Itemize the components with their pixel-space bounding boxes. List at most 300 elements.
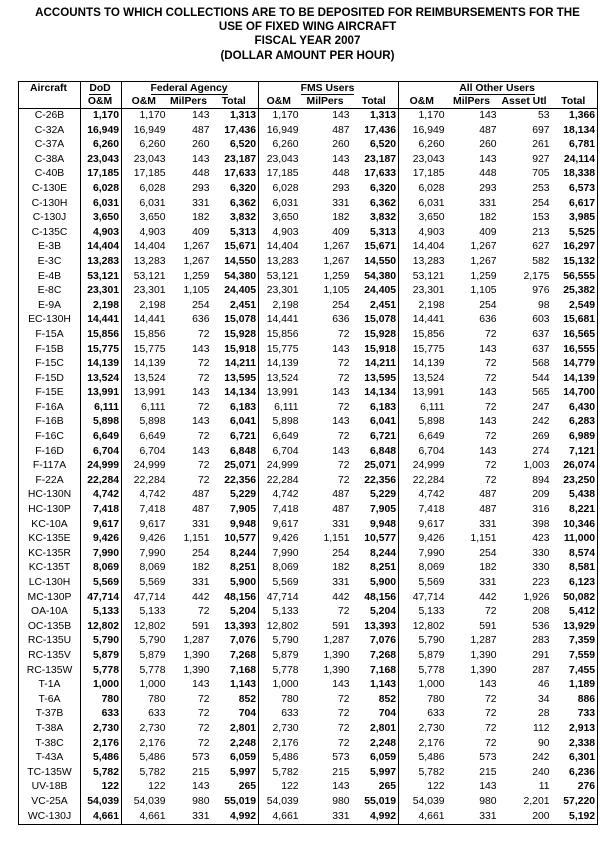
cell-fms-milpers: 72 — [337, 431, 350, 443]
cell-other-asset: 536 — [532, 620, 550, 632]
cell-other-total: 5,192 — [552, 810, 598, 825]
cell-aircraft: KC-135E — [19, 532, 81, 547]
cell-fms-total: 14,550 — [352, 255, 399, 270]
cell-fms-om: 54,039 — [266, 795, 299, 807]
cell-fed-total: 2,801 — [212, 722, 259, 737]
cell-other-om: 9,617 — [418, 518, 445, 530]
table-row — [19, 270, 598, 285]
cell-other-om: 14,441 — [412, 314, 445, 326]
cell-fed-milpers: 331 — [192, 577, 210, 588]
cell-fed-total: 6,848 — [212, 445, 259, 460]
cell-other-total: 3,985 — [552, 211, 598, 226]
cell-aircraft: RC-135W — [19, 664, 81, 679]
cell-aircraft: T-6A — [19, 693, 81, 708]
cell-aircraft: T-37B — [19, 707, 81, 722]
cell-other-om: 2,730 — [418, 722, 445, 734]
cell-other-milpers: 182 — [479, 212, 497, 224]
cell-other-total: 886 — [552, 693, 598, 708]
cell-dod-om: 14,441 — [81, 313, 122, 328]
cell-other-asset: 423 — [532, 533, 550, 545]
header-fed-om: O&M — [122, 95, 168, 109]
cell-fms-milpers: 72 — [337, 722, 350, 734]
table-row — [19, 620, 598, 635]
header-blank — [19, 95, 81, 109]
header-fed-milpers: MilPers — [168, 95, 212, 109]
cell-fms-om: 633 — [281, 708, 299, 720]
table-row — [19, 255, 598, 270]
cell-fed-om: 24,999 — [133, 460, 166, 472]
cell-fms-milpers: 72 — [337, 693, 350, 705]
cell-fed-milpers: 331 — [168, 810, 212, 825]
cell-other-milpers: 1,287 — [470, 635, 497, 647]
cell-fms-milpers: 448 — [332, 168, 350, 180]
cell-other-milpers: 143 — [479, 387, 497, 399]
cell-dod-om: 5,898 — [81, 415, 122, 430]
cell-fms-milpers: 72 — [337, 460, 350, 472]
cell-fed-total: 5,313 — [212, 226, 259, 241]
cell-aircraft: KC-135R — [19, 547, 81, 562]
cell-other-asset: 90 — [537, 737, 550, 749]
cell-other-total: 5,412 — [552, 605, 598, 620]
cell-fed-om: 6,031 — [139, 197, 166, 209]
cell-other-total: 18,134 — [552, 124, 598, 139]
cell-other-milpers: 1,259 — [470, 270, 497, 282]
cell-fms-om: 2,176 — [272, 737, 299, 749]
cell-fms-om: 1,170 — [272, 110, 299, 121]
cell-dod-om: 13,991 — [81, 386, 122, 401]
cell-fms-om: 23,043 — [266, 153, 299, 165]
cell-other-total: 25,382 — [552, 284, 598, 299]
cell-fed-om: 13,991 — [133, 387, 166, 399]
cell-fms-total: 1,143 — [352, 678, 399, 693]
cell-other-milpers: 143 — [479, 110, 497, 121]
cell-other-asset: 627 — [532, 241, 550, 253]
cell-other-total: 733 — [552, 707, 598, 722]
table-row — [19, 707, 598, 722]
cell-other-asset: 98 — [537, 299, 550, 311]
cell-fms-total: 7,905 — [352, 503, 399, 518]
cell-fms-milpers: 215 — [332, 766, 350, 778]
cell-fms-total: 7,268 — [352, 649, 399, 664]
table-row — [19, 532, 598, 547]
cell-fms-milpers: 1,259 — [323, 270, 350, 282]
cell-other-milpers: 448 — [479, 168, 497, 180]
cell-fed-milpers: 182 — [192, 212, 210, 224]
table-row — [19, 576, 598, 591]
cell-aircraft: F-16C — [19, 430, 81, 445]
cell-other-milpers: 1,390 — [470, 649, 497, 661]
cell-aircraft: C-38A — [19, 153, 81, 168]
table-row — [19, 415, 598, 430]
cell-other-asset: 976 — [532, 285, 550, 297]
cell-fms-milpers: 1,267 — [323, 241, 350, 253]
cell-fed-milpers: 1,259 — [183, 270, 210, 282]
cell-other-asset: 1,926 — [523, 591, 550, 603]
header-fms-om: O&M — [259, 95, 301, 109]
cell-fed-om: 1,000 — [139, 679, 166, 691]
cell-fms-milpers: 260 — [332, 139, 350, 151]
cell-fms-total: 23,187 — [352, 153, 399, 168]
cell-fed-milpers: 143 — [192, 679, 210, 691]
cell-fed-total: 9,948 — [212, 518, 259, 533]
cell-fed-total: 54,380 — [212, 270, 259, 285]
cell-fms-om: 5,879 — [272, 649, 299, 661]
cell-fed-om: 17,185 — [133, 168, 166, 180]
cell-fms-milpers: 72 — [337, 708, 350, 720]
cell-dod-om: 5,790 — [81, 634, 122, 649]
cell-other-om: 13,991 — [412, 387, 445, 399]
cell-fed-om: 1,170 — [139, 110, 166, 121]
cell-fed-total: 4,992 — [212, 810, 259, 825]
cell-other-total: 276 — [552, 780, 598, 795]
cell-aircraft: F-15C — [19, 357, 81, 372]
header-fms-milpers: MilPers — [301, 95, 352, 109]
cell-fed-total: 14,134 — [212, 386, 259, 401]
cell-fed-total: 15,928 — [212, 328, 259, 343]
cell-fed-om: 4,742 — [139, 489, 166, 501]
cell-other-asset: 28 — [537, 708, 550, 720]
cell-fms-milpers: 331 — [332, 197, 350, 209]
cell-other-total: 23,250 — [552, 474, 598, 489]
table-row — [19, 124, 598, 139]
cell-fed-om: 5,778 — [139, 664, 166, 676]
cell-other-total: 2,549 — [552, 299, 598, 314]
cell-fed-om: 6,649 — [139, 431, 166, 443]
cell-other-milpers: 143 — [479, 343, 497, 355]
cell-other-total: 5,525 — [552, 226, 598, 241]
cell-other-total: 7,359 — [552, 634, 598, 649]
cell-fed-milpers: 331 — [192, 518, 210, 530]
cell-other-total: 6,989 — [552, 430, 598, 445]
table-row — [19, 167, 598, 182]
cell-fms-total: 14,211 — [352, 357, 399, 372]
cell-other-asset: 153 — [532, 212, 550, 224]
cell-dod-om: 9,617 — [81, 518, 122, 533]
title-line-1: ACCOUNTS TO WHICH COLLECTIONS ARE TO BE DEPOSITED FOR REIMBURSEMENTS FOR THE — [35, 6, 580, 19]
cell-fms-total: 17,633 — [352, 167, 399, 182]
cell-other-total: 6,781 — [552, 138, 598, 153]
cell-other-total: 6,123 — [552, 576, 598, 591]
cell-other-om: 4,661 — [399, 810, 447, 825]
cell-other-total: 50,082 — [552, 591, 598, 606]
cell-fed-om: 16,949 — [133, 124, 166, 136]
cell-fed-om: 23,301 — [133, 285, 166, 297]
table-row — [19, 226, 598, 241]
cell-aircraft: T-43A — [19, 751, 81, 766]
cell-dod-om: 2,730 — [81, 722, 122, 737]
header-federal-agency: Federal Agency — [122, 82, 259, 96]
cell-other-om: 47,714 — [412, 591, 445, 603]
cell-fms-milpers: 72 — [337, 737, 350, 749]
cell-fms-total: 48,156 — [352, 591, 399, 606]
cell-fms-milpers: 254 — [332, 547, 350, 559]
cell-fed-milpers: 980 — [192, 795, 210, 807]
cell-other-asset: 274 — [532, 445, 550, 457]
cell-fms-om: 5,782 — [272, 766, 299, 778]
cell-other-asset: 254 — [532, 197, 550, 209]
cell-dod-om: 7,990 — [81, 547, 122, 562]
cell-fed-milpers: 143 — [192, 387, 210, 399]
cell-fms-total: 15,918 — [352, 343, 399, 358]
cell-fed-milpers: 72 — [197, 693, 210, 705]
cell-other-milpers: 331 — [479, 518, 497, 530]
cell-fms-om: 6,260 — [272, 139, 299, 151]
cell-dod-om: 2,176 — [81, 737, 122, 752]
cell-fms-milpers: 409 — [332, 226, 350, 238]
cell-fed-milpers: 1,390 — [183, 649, 210, 661]
cell-other-total: 13,929 — [552, 620, 598, 635]
cell-fed-om: 5,133 — [139, 606, 166, 618]
cell-dod-om: 16,949 — [81, 124, 122, 139]
cell-fed-total: 17,633 — [212, 167, 259, 182]
cell-fed-milpers: 143 — [192, 343, 210, 355]
cell-fms-milpers: 591 — [332, 620, 350, 632]
cell-fed-milpers: 636 — [192, 314, 210, 326]
header-all-other-users: All Other Users — [399, 82, 598, 96]
cell-aircraft: C-130E — [19, 182, 81, 197]
cell-other-total: 5,438 — [552, 488, 598, 503]
cell-other-asset: 582 — [532, 255, 550, 267]
cell-fms-total: 55,019 — [352, 795, 399, 810]
cell-aircraft: E-3C — [19, 255, 81, 270]
table-row — [19, 605, 598, 620]
cell-other-om: 5,133 — [418, 606, 445, 618]
cell-fms-milpers: 143 — [332, 110, 350, 121]
cell-other-milpers: 254 — [479, 547, 497, 559]
cell-aircraft: T-38C — [19, 737, 81, 752]
cell-other-total: 8,221 — [552, 503, 598, 518]
cell-other-asset: 603 — [532, 314, 550, 326]
table-row — [19, 445, 598, 460]
cell-dod-om: 15,775 — [81, 343, 122, 358]
cell-fed-om: 6,704 — [139, 445, 166, 457]
cell-other-asset: 11 — [538, 781, 550, 793]
cell-other-milpers: 980 — [479, 795, 497, 807]
cell-fed-om: 5,790 — [139, 635, 166, 647]
cell-other-om: 54,039 — [412, 795, 445, 807]
cell-fms-om: 4,903 — [272, 226, 299, 238]
cell-fed-om: 6,260 — [139, 139, 166, 151]
cell-fed-milpers: 72 — [197, 401, 210, 413]
cell-other-total: 14,779 — [552, 357, 598, 372]
cell-fms-total: 6,041 — [352, 415, 399, 430]
cell-other-total: 57,220 — [552, 795, 598, 810]
cell-other-asset: 34 — [537, 693, 550, 705]
cell-aircraft: MC-130P — [19, 591, 81, 606]
cell-fed-total: 6,183 — [212, 401, 259, 416]
cell-fms-milpers: 182 — [332, 212, 350, 224]
cell-other-asset: 287 — [532, 664, 550, 676]
cell-other-milpers: 72 — [484, 401, 497, 413]
cell-other-milpers: 442 — [479, 591, 497, 603]
cell-fms-total: 5,900 — [352, 576, 399, 591]
cell-fed-milpers: 182 — [192, 562, 210, 574]
cell-other-om: 12,802 — [412, 620, 445, 632]
cell-fed-milpers: 72 — [197, 474, 210, 486]
cell-other-om: 780 — [427, 693, 445, 705]
cell-other-asset: 53 — [537, 110, 550, 121]
table-row — [19, 649, 598, 664]
table-row — [19, 503, 598, 518]
cell-other-asset: 208 — [532, 606, 550, 618]
cell-other-milpers: 591 — [479, 620, 497, 632]
cell-other-om: 5,898 — [418, 416, 445, 428]
table-row — [19, 561, 598, 576]
cell-dod-om: 6,260 — [81, 138, 122, 153]
table-row — [19, 240, 598, 255]
cell-fms-milpers: 1,390 — [323, 649, 350, 661]
cell-fms-om: 5,790 — [272, 635, 299, 647]
cell-other-milpers: 260 — [479, 139, 497, 151]
cell-dod-om: 122 — [81, 780, 122, 795]
cell-other-milpers: 1,267 — [470, 255, 497, 267]
table-row — [19, 386, 598, 401]
cell-fms-total: 22,356 — [352, 474, 399, 489]
cell-fms-total: 10,577 — [352, 532, 399, 547]
cell-fms-om: 13,524 — [266, 372, 299, 384]
cell-fed-total: 14,550 — [212, 255, 259, 270]
cell-other-milpers: 72 — [484, 460, 497, 472]
header-aircraft: Aircraft — [19, 82, 81, 96]
cell-fms-milpers: 293 — [332, 182, 350, 194]
cell-aircraft: UV-18B — [19, 780, 81, 795]
cell-fed-total: 6,520 — [212, 138, 259, 153]
cell-aircraft: LC-130H — [19, 576, 81, 591]
cell-dod-om: 780 — [81, 693, 122, 708]
cell-other-asset: 283 — [532, 635, 550, 647]
cell-other-total: 6,617 — [552, 197, 598, 212]
cell-dod-om: 3,650 — [81, 211, 122, 226]
cell-other-om: 6,704 — [418, 445, 445, 457]
cell-fms-om: 22,284 — [266, 474, 299, 486]
cell-fed-total: 13,393 — [212, 620, 259, 635]
cell-fed-milpers: 254 — [192, 547, 210, 559]
cell-other-milpers: 143 — [479, 781, 497, 793]
cell-other-om: 15,856 — [412, 328, 445, 340]
cell-other-om: 8,069 — [418, 562, 445, 574]
cell-aircraft: E-4B — [19, 270, 81, 285]
cell-fms-total: 8,244 — [352, 547, 399, 562]
cell-fms-total: 7,076 — [352, 634, 399, 649]
cell-dod-om: 6,031 — [81, 197, 122, 212]
cell-aircraft: C-32A — [19, 124, 81, 139]
cell-other-om: 6,260 — [418, 139, 445, 151]
cell-fms-milpers: 487 — [332, 124, 350, 136]
cell-fms-milpers: 636 — [332, 314, 350, 326]
cell-other-milpers: 573 — [479, 752, 497, 764]
cell-fms-total: 3,832 — [352, 211, 399, 226]
cell-other-milpers: 1,151 — [470, 533, 497, 545]
cell-fed-milpers: 409 — [192, 226, 210, 238]
cell-other-milpers: 1,390 — [470, 664, 497, 676]
cell-other-total: 7,559 — [552, 649, 598, 664]
cell-fed-om: 6,028 — [139, 182, 166, 194]
cell-dod-om: 5,778 — [81, 664, 122, 679]
cell-other-om: 53,121 — [412, 270, 445, 282]
cell-other-milpers: 487 — [479, 124, 497, 136]
cell-aircraft: C-40B — [19, 167, 81, 182]
cell-fed-om: 14,139 — [133, 358, 166, 370]
cell-fed-total: 6,320 — [212, 182, 259, 197]
title-line-2: USE OF FIXED WING AIRCRAFT — [218, 20, 397, 34]
cell-other-total: 1,189 — [552, 678, 598, 693]
cell-other-total: 26,074 — [552, 459, 598, 474]
cell-fed-milpers: 143 — [192, 110, 210, 121]
cell-other-total: 6,236 — [552, 766, 598, 781]
cell-other-asset: 637 — [532, 343, 550, 355]
cell-other-asset: 568 — [532, 358, 550, 370]
cell-fed-milpers: 293 — [192, 182, 210, 194]
cell-fms-om: 9,426 — [272, 533, 299, 545]
cell-fed-milpers: 143 — [192, 445, 210, 457]
cell-fms-om: 7,990 — [272, 547, 299, 559]
table-row — [19, 693, 598, 708]
cell-other-om: 24,999 — [412, 460, 445, 472]
cell-fms-om: 24,999 — [266, 460, 299, 472]
cell-other-asset: 46 — [537, 679, 550, 691]
cell-fed-total: 704 — [212, 707, 259, 722]
cell-fms-om: 15,775 — [266, 343, 299, 355]
cell-fed-milpers: 72 — [197, 708, 210, 720]
cell-other-total: 18,338 — [552, 167, 598, 182]
cell-other-total: 24,114 — [552, 153, 598, 168]
cell-dod-om: 6,649 — [81, 430, 122, 445]
header-fed-total: Total — [212, 95, 259, 109]
cell-fed-milpers: 487 — [192, 504, 210, 516]
cell-fms-total: 15,078 — [352, 313, 399, 328]
cell-other-om: 6,649 — [418, 431, 445, 443]
cell-fms-milpers: 1,151 — [323, 533, 350, 545]
cell-dod-om: 5,133 — [81, 605, 122, 620]
cell-fms-total: 6,721 — [352, 430, 399, 445]
cell-fms-total: 265 — [352, 780, 399, 795]
cell-fms-total: 6,320 — [352, 182, 399, 197]
cell-other-asset: 209 — [532, 489, 550, 501]
cell-other-milpers: 72 — [484, 722, 497, 734]
cell-fed-total: 22,356 — [212, 474, 259, 489]
header-dod-om: O&M — [81, 95, 122, 109]
cell-other-milpers: 143 — [479, 153, 497, 165]
title-line-3: FISCAL YEAR 2007 — [254, 34, 361, 48]
cell-other-milpers: 409 — [479, 226, 497, 238]
cell-fed-milpers: 1,105 — [183, 285, 210, 297]
cell-fed-om: 4,903 — [139, 226, 166, 238]
cell-other-asset: 213 — [532, 226, 550, 238]
cell-fms-om: 53,121 — [266, 270, 299, 282]
cell-other-asset: 242 — [532, 416, 550, 428]
header-other-asset: Asset Utl — [499, 95, 552, 109]
cell-fed-om: 2,730 — [139, 722, 166, 734]
cell-fms-total: 24,405 — [352, 284, 399, 299]
cell-fed-milpers: 72 — [197, 722, 210, 734]
cell-fms-om: 17,185 — [266, 168, 299, 180]
document-title — [0, 6, 615, 63]
cell-fms-milpers: 143 — [332, 445, 350, 457]
cell-fms-milpers: 72 — [337, 401, 350, 413]
cell-fed-total: 15,078 — [212, 313, 259, 328]
cell-fms-om: 6,649 — [272, 431, 299, 443]
cell-other-milpers: 72 — [484, 693, 497, 705]
cell-fed-om: 13,524 — [133, 372, 166, 384]
cell-dod-om: 14,404 — [81, 240, 122, 255]
cell-fms-milpers: 143 — [332, 416, 350, 428]
cell-other-asset: 927 — [532, 153, 550, 165]
cell-fms-total: 13,595 — [352, 372, 399, 387]
cell-dod-om: 9,426 — [81, 532, 122, 547]
cell-dod-om: 47,714 — [81, 591, 122, 606]
table-row — [19, 766, 598, 781]
table-row — [19, 182, 598, 197]
